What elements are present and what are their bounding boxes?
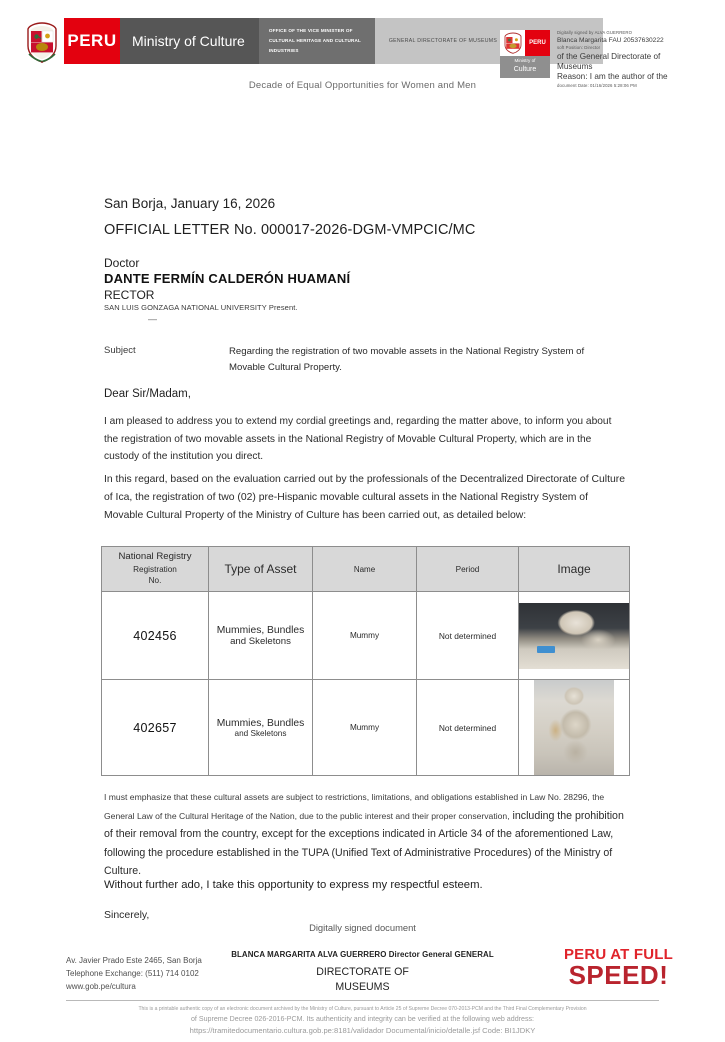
table-row — [102, 592, 630, 680]
cell-asset-name: Mummy — [313, 592, 417, 680]
salutation: Dear Sir/Madam, — [104, 388, 191, 400]
table-row — [102, 680, 630, 776]
blue-label-marker — [537, 646, 556, 653]
signature-position: soft Position: Director — [557, 45, 601, 51]
signature-role-line-1: of the General Directorate of — [557, 51, 661, 61]
paragraph-1: I am pleased to address you to extend my cordial greetings and, regarding the matter above, to inform you about the registration of two movable assets in the National Registry of Movable Cultural Property, which are in the custody of the institution you direct. — [104, 416, 612, 463]
signature-reason: Reason: I am the author of the — [557, 72, 668, 82]
column-header-period: Period — [417, 547, 519, 592]
asset-type-line-1: Mummies, Bundles — [216, 624, 305, 636]
subject-label: Subject — [104, 345, 136, 356]
column-header-name: Name — [313, 547, 417, 592]
signature-date: document Date: 01/16/2026 5:28:06 PM — [557, 82, 637, 88]
paragraph-3-rest: including the prohibition of their removal from the country, except for the exceptions indicated in Article 34 of the aforementioned Law, following the procedure established in the TUPA (Unified Text of Administrative Procedures) of the Ministry of Culture. — [104, 809, 624, 878]
recipient-name: DANTE FERMÍN CALDERÓN HUAMANÍ — [104, 271, 351, 286]
legal-validation-text — [0, 1006, 725, 1037]
paragraph-2: In this regard, based on the evaluation carried out by the professionals of the Decentralized Directorate of Culture of Ica, the registration of two (02) pre-Hispanic movable cultural assets in the National Registry System of Movable Cultural Property of the Ministry of Culture has been carried out, as detailed below: — [104, 474, 625, 521]
place-and-date: San Borja, January 16, 2026 — [104, 196, 276, 211]
signature-role-line-2: Museums — [557, 62, 593, 72]
digital-signature-stamp — [500, 30, 725, 89]
column-header-type: Type of Asset — [209, 547, 313, 592]
signature-stamp-logo — [500, 30, 550, 78]
footer-contact-info — [66, 955, 202, 994]
legal-line-3: https://tramitedocumentario.cultura.gob.pe:8181/validador Documental/inicio/detalle.jsf Code: BI1JDKY — [189, 1025, 536, 1035]
table-body — [102, 592, 630, 776]
registry-header-line-3: No. — [148, 576, 162, 586]
peru-at-full-speed-brand — [564, 946, 673, 989]
stamp-ministry-label — [500, 56, 550, 78]
cell-registry-no: 402456 — [102, 592, 209, 680]
cell-asset-image — [519, 680, 630, 776]
brand-line-1: PERU AT FULL — [563, 946, 673, 963]
asset-type-line-2: and Skeletons — [230, 635, 291, 647]
cell-asset-image — [519, 592, 630, 680]
recipient-institution: SAN LUIS GONZAGA NATIONAL UNIVERSITY Present. — [104, 303, 298, 312]
office-line-3: INDUSTRIES — [268, 48, 299, 54]
paragraph-3-fine-print: I must emphasize that these cultural assets are subject to restrictions, limitations, and obligations established in Law No. 28296, the General Law of the Cultural Heritage of the Nation, due to the public interest and their proper conservation, — [104, 792, 605, 821]
office-line-2: CULTURAL HERITAGE AND CULTURAL — [268, 37, 362, 43]
mummy-photo-2 — [534, 680, 613, 775]
recipient-title: Doctor — [104, 256, 140, 270]
subject-text: Regarding the registration of two movable assets in the National Registry System of Movable Cultural Property. — [229, 346, 585, 373]
asset-type-line-1: Mummies, Bundles — [216, 717, 305, 729]
cell-asset-type — [209, 592, 313, 680]
signature-signed-by: Digitally signed by ALVA GUERRERO — [557, 30, 633, 35]
mummy-photo-1 — [519, 603, 629, 669]
brand-line-2: SPEED! — [568, 960, 669, 990]
peru-wordmark: PERU — [64, 18, 120, 64]
cell-asset-type — [209, 680, 313, 776]
cell-asset-name: Mummy — [313, 680, 417, 776]
address-dash: — — [148, 314, 157, 324]
sincerely-line: Sincerely, — [104, 909, 150, 921]
peru-shield-icon — [500, 30, 525, 56]
cell-asset-period: Not determined — [417, 592, 519, 680]
footer-divider — [66, 1000, 659, 1001]
column-header-image: Image — [519, 547, 630, 592]
ministry-of-culture-label: Ministry of Culture — [120, 18, 259, 64]
table-header-row — [102, 547, 630, 592]
registry-header-line-1: National Registry — [118, 551, 192, 563]
signer-directorate-line-2: MUSEUMS — [335, 981, 390, 993]
paragraph-3 — [104, 788, 626, 881]
cell-asset-period: Not determined — [417, 680, 519, 776]
registered-assets-table — [101, 546, 630, 776]
recipient-role: RECTOR — [104, 288, 155, 302]
asset-type-line-2: and Skeletons — [234, 728, 287, 738]
peru-coat-of-arms-icon — [22, 20, 62, 64]
closing-line: Without further ado, I take this opportunity to express my respectful esteem. — [104, 879, 483, 891]
footer-website[interactable]: www.gob.pe/cultura — [66, 981, 136, 991]
signature-signer-name: Blanca Margarita FAU 20537630222 — [557, 36, 664, 44]
official-letter-number: OFFICIAL LETTER No. 000017-2026-DGM-VMPCIC/MC — [104, 222, 476, 238]
stamp-peru-wordmark: PERU — [525, 30, 550, 56]
signature-stamp-details — [550, 30, 717, 89]
column-header-registry-no — [102, 547, 209, 592]
signer-name-line: BLANCA MARGARITA ALVA GUERRERO Director General GENERAL — [231, 950, 494, 959]
office-line-1: OFFICE OF THE VICE MINISTER OF — [268, 27, 353, 33]
general-directorate-of-museums-label: GENERAL DIRECTORATE OF MUSEUMS — [375, 18, 603, 64]
decade-tagline: Decade of Equal Opportunities for Women and Men — [248, 80, 477, 91]
cell-registry-no: 402657 — [102, 680, 209, 776]
registry-header-line-2: Registration — [133, 565, 177, 575]
vice-ministry-office-label — [259, 18, 375, 64]
legal-line-2: of Supreme Decree 026-2016-PCM. Its authenticity and integrity can be verified at the following web address: — [190, 1014, 535, 1023]
footer-telephone: Telephone Exchange: (511) 714 0102 — [66, 968, 199, 978]
footer-address: Av. Javier Prado Este 2465, San Borja — [66, 956, 202, 965]
stamp-ministry-line-1: Ministry of — [514, 58, 536, 64]
document-header — [0, 18, 725, 91]
table-header — [102, 547, 630, 592]
signer-directorate-line-1: DIRECTORATE OF — [316, 966, 409, 978]
legal-line-1: This is a printable authentic copy of an electronic document archived by the Ministry of Culture, pursuant to Article 25 of Supreme Decree 070-2013-PCM and the Third Final Complementary Provision — [138, 1006, 587, 1012]
stamp-ministry-line-2: Culture — [513, 66, 537, 74]
digitally-signed-document-note: Digitally signed document — [309, 922, 416, 933]
